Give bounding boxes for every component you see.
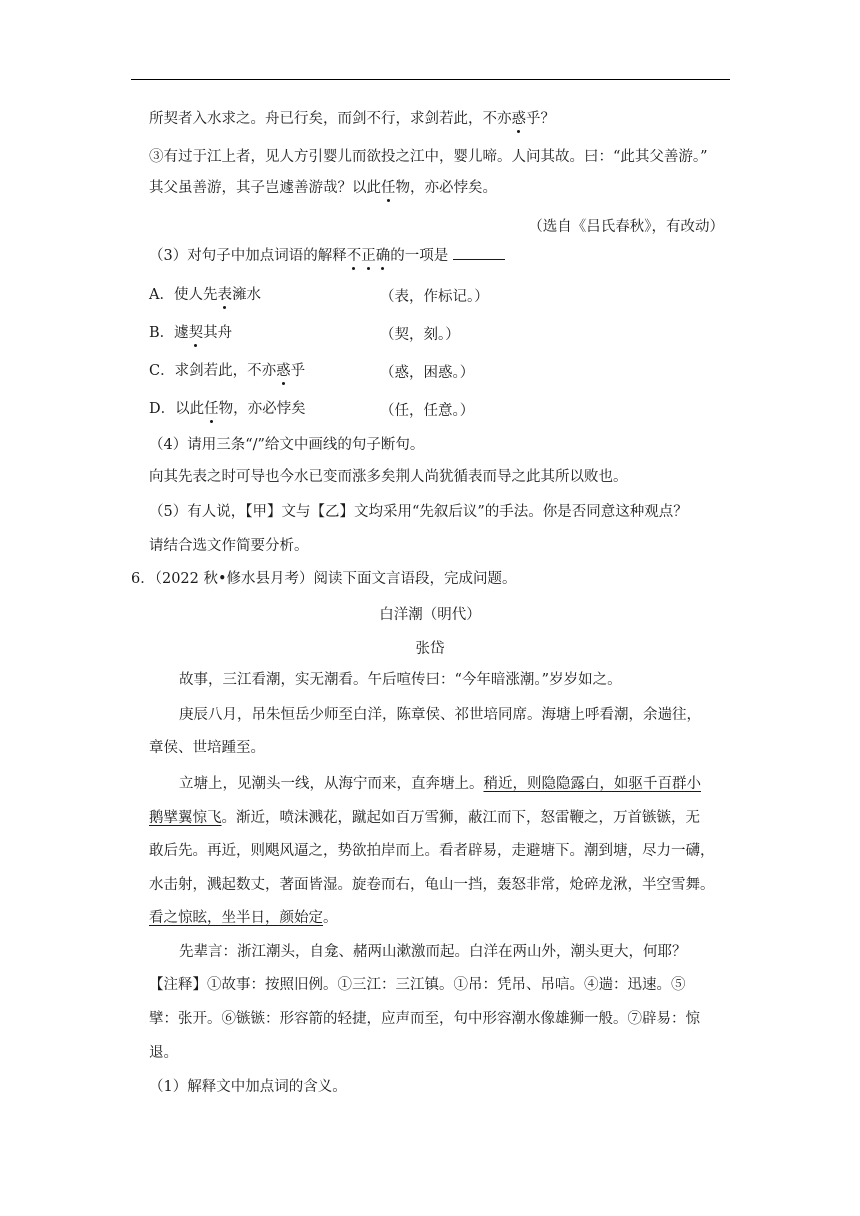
option-b-explanation: （契，刻。） [380, 327, 460, 343]
passage-title: 白洋潮（明代） [379, 607, 481, 623]
paragraph-line: 看之惊眩，坐半日，颜始定。 [149, 910, 338, 926]
option-c-explanation: （惑，困惑。） [380, 365, 475, 381]
underlined-sentence: 看之惊眩，坐半日，颜始定 [149, 910, 323, 926]
underlined-sentence: 稍近，则隐隐露白，如驱千百群小 [483, 776, 701, 792]
paragraph-line: 故事，三江看潮，实无潮看。午后喧传曰：“今年暗涨潮。”岁岁如之。 [179, 672, 622, 688]
paragraph-line: 章侯、世培踵至。 [149, 740, 265, 756]
dotted-char: 任 [381, 180, 396, 196]
underlined-sentence: 鹅擘翼惊飞 [149, 810, 222, 826]
question-4-sentence: 向其先表之时可导也今水已变而涨多矣荆人尚犹循表而导之此其所以败也。 [149, 469, 628, 485]
dotted-char: 表 [217, 283, 232, 304]
dotted-char: 契 [189, 321, 204, 342]
paragraph-line: 敢后先。再近，则飓风逼之，势欲拍岸而上。看者辟易，走避塘下。潮到塘，尽力一礴， [149, 843, 715, 859]
notes-line: 退。 [149, 1045, 178, 1061]
notes-line: 【注释】①故事：按照旧例。①三江：三江镇。①吊：凭吊、吊唁。④遄：迅速。⑤ [149, 977, 686, 993]
dotted-char: 惑 [511, 111, 526, 127]
question-5-line: 请结合选文作简要分析。 [149, 538, 309, 554]
passage-line: 所契者入水求之。舟已行矣，而剑不行，求剑若此，不亦惑乎？ [149, 111, 555, 127]
paragraph-line: 先辈言：浙江潮头，自龛、赭两山漱激而起。白洋在两山外，潮头更大，何耶？ [179, 944, 687, 960]
answer-blank[interactable] [453, 246, 505, 260]
passage-line: ③有过于江上者，见人方引婴儿而欲投之江中，婴儿啼。人问其故。曰：“此其父善游。” [149, 149, 708, 165]
option-b: B．遽契其舟 [149, 321, 232, 342]
sub-question-1: （1）解释文中加点词的含义。 [149, 1079, 347, 1095]
paragraph-line: 立塘上，见潮头一线，从海宁而来，直奔塘上。稍近，则隐隐露白，如驱千百群小 [179, 776, 701, 792]
question-3-stem: （3）对句子中加点词语的解释不正确的一项是 [149, 246, 505, 265]
question-4-stem: （4）请用三条“/”给文中画线的句子断句。 [149, 437, 425, 453]
dotted-char: 任 [204, 397, 219, 418]
paragraph-line: 水击射，溅起数丈，著面皆湿。旋卷而右，龟山一挡，轰怒非常，炝碎龙湫，半空雪舞。 [149, 877, 715, 893]
option-a: A．使人先表澭水 [149, 283, 261, 304]
option-a-explanation: （表，作标记。） [380, 289, 489, 305]
option-d-explanation: （任，任意。） [380, 403, 475, 419]
question-5-line: （5）有人说，【甲】文与【乙】文均采用“先叙后议”的手法。你是否同意这种观点？ [149, 504, 688, 520]
question-6-heading: 6．（2022 秋•修水县月考）阅读下面文言语段，完成问题。 [131, 571, 517, 587]
paragraph-line: 庚辰八月，吊朱恒岳少师至白洋，陈章侯、祁世培同席。海塘上呼看潮，余遄往， [179, 707, 701, 723]
paragraph-line: 鹅擘翼惊飞。渐近，喷沫溅花，蹴起如百万雪狮，蔽江而下，怒雷鞭之，万首镞镞，无 [149, 810, 700, 826]
passage-author: 张岱 [415, 641, 445, 657]
header-rule [131, 79, 730, 80]
option-c: C．求剑若此，不亦惑乎 [149, 359, 305, 380]
passage-line: 其父虽善游，其子岂遽善游哉？以此任物，亦必悖矣。 [149, 180, 497, 196]
source-citation: （选自《吕氏春秋》，有改动） [528, 219, 724, 235]
option-d: D．以此任物，亦必悖矣 [149, 397, 306, 418]
dotted-char: 惑 [276, 359, 291, 380]
dotted-char: 不 [346, 248, 362, 264]
dotted-char: 确 [375, 248, 391, 264]
dotted-char: 正 [361, 248, 376, 264]
notes-line: 擘：张开。⑥镞镞：形容箭的轻捷，应声而至，句中形容潮水像雄狮一般。⑦辟易：惊 [149, 1011, 700, 1027]
